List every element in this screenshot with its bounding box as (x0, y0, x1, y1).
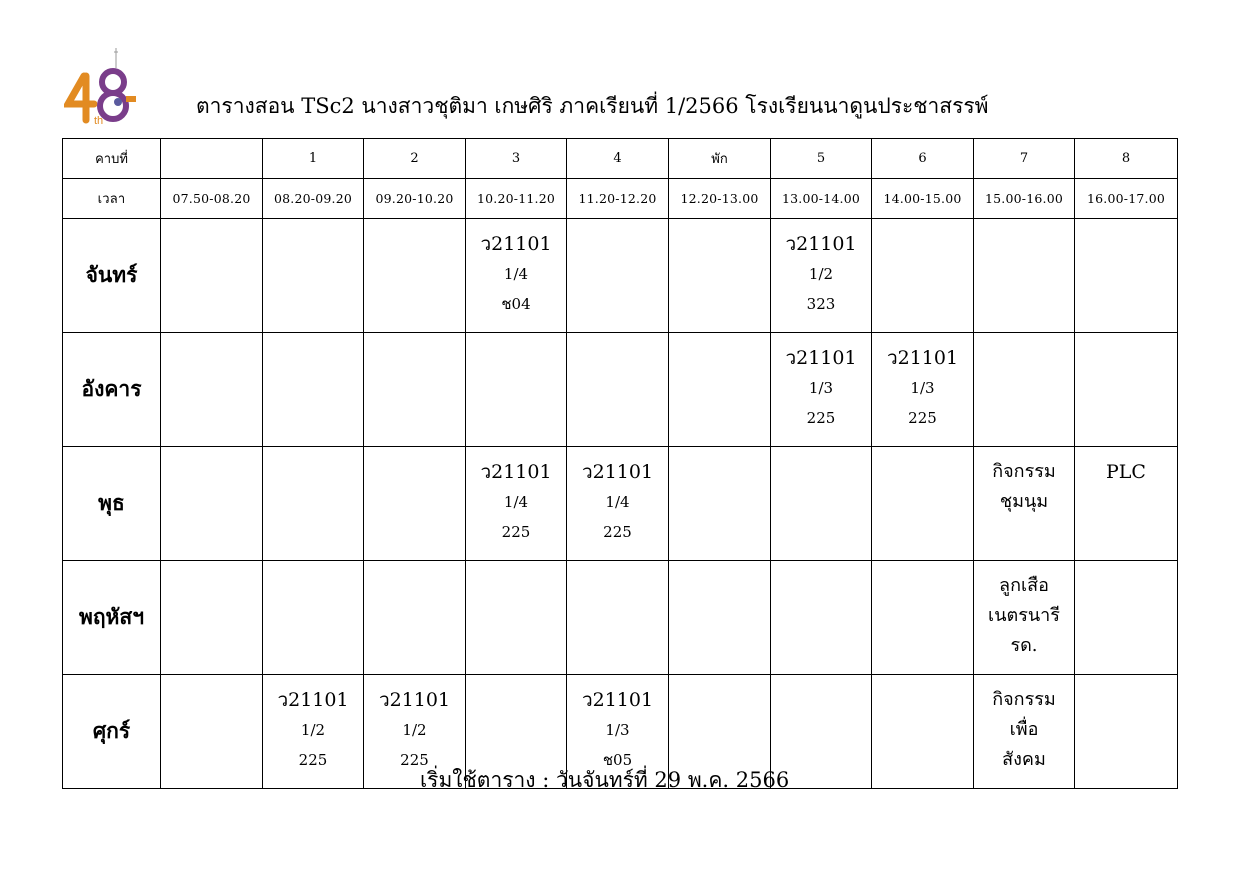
schedule-cell (161, 219, 263, 333)
cell-line: 1/3 (808, 379, 834, 397)
cell-line: สังคม (1002, 749, 1046, 770)
schedule-cell (263, 675, 364, 789)
cell-line: ว21101 (886, 347, 959, 369)
cell-line: 225 (603, 523, 632, 541)
schedule-cell (263, 447, 364, 561)
cell-line: 1/2 (808, 265, 834, 283)
day-name: อังคาร (63, 333, 161, 447)
cell-line: 225 (298, 751, 328, 769)
cell-line: ลูกเสือ (999, 575, 1049, 596)
page-title: ตารางสอน TSc2 นางสาวชุติมา เกษศิริ ภาคเรียนที่ 1/2566 โรงเรียนนาดูนประชาสรรพ์ (196, 94, 989, 118)
schedule-cell (974, 333, 1075, 447)
schedule-cell (364, 219, 466, 333)
period-number: 8 (1075, 139, 1178, 179)
cell-line: ว21101 (277, 689, 349, 711)
schedule-cell (263, 561, 364, 675)
schedule-cell (1075, 219, 1178, 333)
cell-line: ช04 (501, 295, 531, 313)
cell-line: เนตรนารี (988, 605, 1060, 626)
schedule-cell (567, 333, 669, 447)
cell-line: 225 (400, 751, 429, 769)
schedule-table (62, 138, 1178, 789)
schedule-cell (872, 447, 974, 561)
time-label: เวลา (63, 179, 161, 219)
schedule-cell (974, 447, 1075, 561)
period-number: 7 (974, 139, 1075, 179)
day-row (63, 219, 1178, 333)
cell-line: ว21101 (785, 347, 857, 369)
period-number: 5 (771, 139, 872, 179)
cell-line: 1/4 (503, 493, 529, 511)
period-label: คาบที่ (63, 139, 161, 179)
schedule-cell (771, 333, 872, 447)
cell-line: ว21101 (480, 461, 552, 483)
schedule-cell (872, 561, 974, 675)
schedule-cell (669, 447, 771, 561)
cell-line: ช05 (602, 751, 633, 769)
schedule-cell (567, 447, 669, 561)
period-number: 1 (263, 139, 364, 179)
day-name: จันทร์ (63, 219, 161, 333)
period-header-row (63, 139, 1178, 179)
cell-line: 1/3 (910, 379, 935, 397)
schedule-cell (1075, 333, 1178, 447)
cell-line: กิจกรรม (992, 461, 1056, 482)
period-number: 4 (567, 139, 669, 179)
cell-line: 1/4 (605, 493, 630, 511)
cell-line: ว21101 (378, 689, 451, 711)
schedule-cell (263, 333, 364, 447)
day-row (63, 447, 1178, 561)
period-number: 6 (872, 139, 974, 179)
cell-line: ชุมนุม (999, 491, 1049, 512)
day-name: พฤหัสฯ (63, 561, 161, 675)
schedule-cell (771, 561, 872, 675)
cell-line: เพื่อ (1009, 719, 1039, 740)
schedule-cell (161, 333, 263, 447)
schedule-cell (669, 561, 771, 675)
cell-line: 225 (908, 409, 937, 427)
period-number: 3 (466, 139, 567, 179)
cell-line: 1/3 (605, 721, 630, 739)
cell-line: กิจกรรม (992, 689, 1056, 710)
schedule-cell (771, 219, 872, 333)
period-number: พัก (669, 139, 771, 179)
schedule-cell (669, 219, 771, 333)
schedule-cell (974, 675, 1075, 789)
school-48th-logo (64, 46, 142, 128)
cell-line: PLC (1106, 461, 1146, 483)
day-row (63, 561, 1178, 675)
time-slot: 08.20-09.20 (263, 179, 364, 219)
day-name: พุธ (63, 447, 161, 561)
time-slot: 15.00-16.00 (974, 179, 1075, 219)
schedule-cell (669, 333, 771, 447)
cell-line: 1/2 (402, 721, 427, 739)
cell-line: ว21101 (480, 233, 552, 255)
schedule-cell (161, 561, 263, 675)
schedule-cell (364, 333, 466, 447)
schedule-cell (466, 333, 567, 447)
cell-line: ว21101 (581, 461, 654, 483)
cell-line: 1/4 (503, 265, 529, 283)
cell-line: 1/2 (300, 721, 326, 739)
svg-text:th: th (94, 115, 104, 127)
schedule-cell (974, 561, 1075, 675)
time-slot: 12.20-13.00 (669, 179, 771, 219)
time-header-row (63, 179, 1178, 219)
schedule-cell (872, 333, 974, 447)
schedule-cell (1075, 561, 1178, 675)
schedule-cell (974, 219, 1075, 333)
schedule-cell (466, 561, 567, 675)
cell-line: ว21101 (785, 233, 857, 255)
time-slot: 13.00-14.00 (771, 179, 872, 219)
time-slot: 07.50-08.20 (161, 179, 263, 219)
schedule-cell (1075, 447, 1178, 561)
schedule-cell (567, 561, 669, 675)
cell-line: 323 (806, 295, 836, 313)
cell-line: รด. (1010, 635, 1038, 656)
schedule-cell (364, 561, 466, 675)
schedule-cell (466, 447, 567, 561)
period-number (161, 139, 263, 179)
schedule-cell (364, 447, 466, 561)
start-date-note: เริ่มใช้ตาราง : วันจันทร์ที่ 29 พ.ค. 2566 (420, 768, 790, 792)
time-slot: 09.20-10.20 (364, 179, 466, 219)
day-name: ศุกร์ (63, 675, 161, 789)
time-slot: 16.00-17.00 (1075, 179, 1178, 219)
schedule-cell (161, 675, 263, 789)
time-slot: 14.00-15.00 (872, 179, 974, 219)
schedule-cell (161, 447, 263, 561)
time-slot: 11.20-12.20 (567, 179, 669, 219)
schedule-cell (1075, 675, 1178, 789)
cell-line: 225 (806, 409, 836, 427)
cell-line: ว21101 (581, 689, 654, 711)
schedule-cell (567, 219, 669, 333)
period-number: 2 (364, 139, 466, 179)
day-row (63, 333, 1178, 447)
cell-line: 225 (501, 523, 531, 541)
schedule-cell (771, 447, 872, 561)
schedule-cell (466, 219, 567, 333)
schedule-cell (872, 219, 974, 333)
time-slot: 10.20-11.20 (466, 179, 567, 219)
schedule-cell (263, 219, 364, 333)
